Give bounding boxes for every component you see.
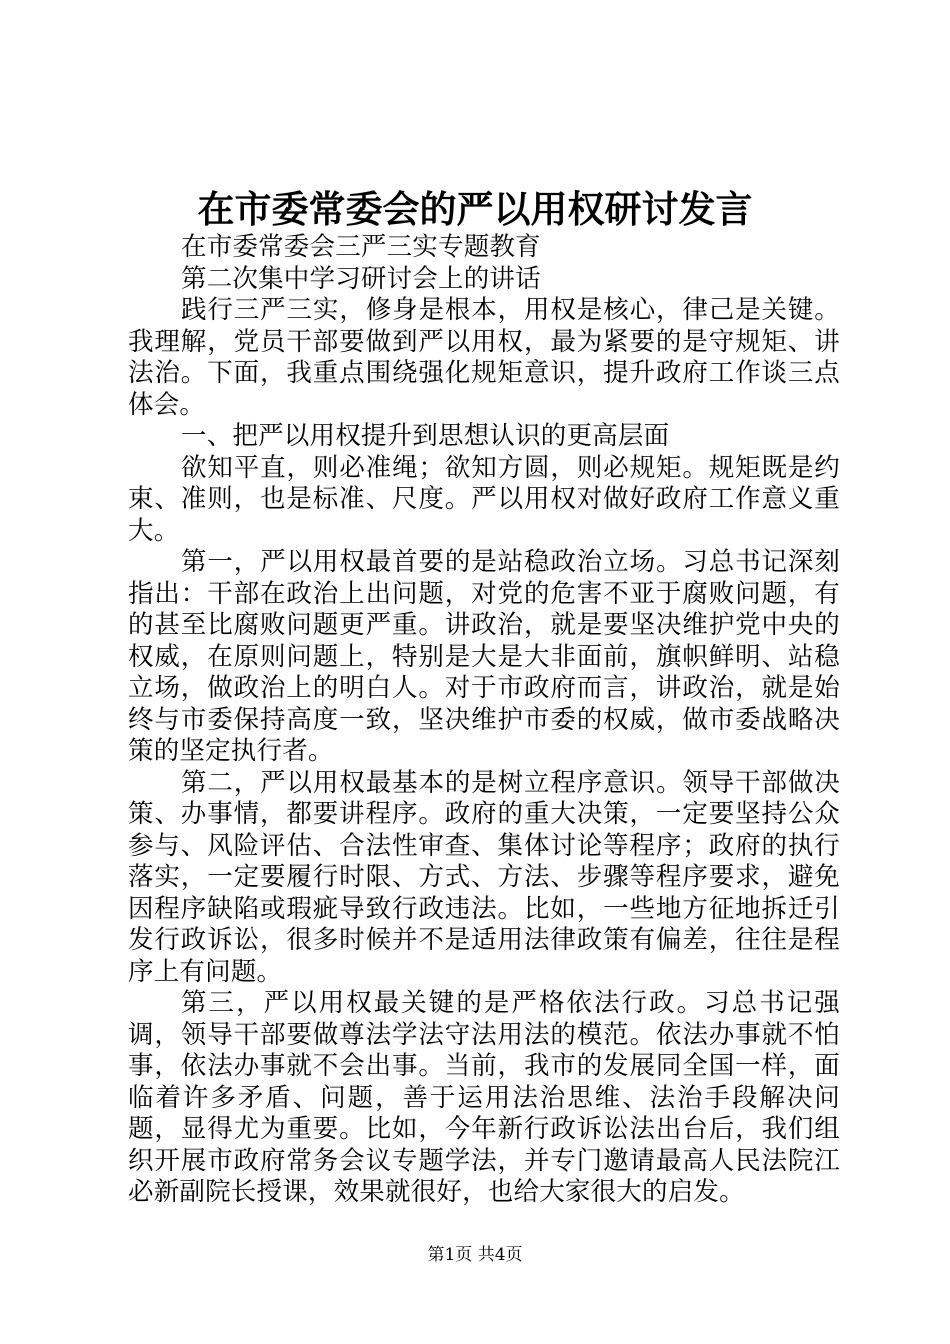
page-number-footer: 第1页 共4页 — [427, 1245, 523, 1265]
subtitle-line-1: 在市委常委会三严三实专题教育 — [181, 232, 541, 262]
point-three-paragraph: 第三，严以用权最关键的是严格依法行政。习总书记强调，领导干部要做尊法学法守法用法的模范。依法办事就不怕事，依法办事就不会出事。当前，我市的发展同全国一样，面临着许多矛盾、问题，善于运用法治思维、法治手段解决问题，显得尤为重要。比如，今年新行政诉讼法出台后，我们组织开展市政府常务会议专题学法，并专门邀请最高人民法院江必新副院长授课，效果就很好，也给大家很大的启发。 — [128, 988, 840, 1207]
point-one-paragraph: 第一，严以用权最首要的是站稳政治立场。习总书记深刻指出：干部在政治上出问题，对党的危害不亚于腐败问题，有的甚至比腐败问题更严重。讲政治，就是要坚决维护党中央的权威，在原则问题上，特别是大是大非面前，旗帜鲜明、站稳立场，做政治上的明白人。对于市政府而言，讲政治，就是始终与市委保持高度一致，坚决维护市委的权威，做市委战略决策的坚定执行者。 — [128, 547, 840, 766]
section-heading: 一、把严以用权提升到思想认识的更高层面 — [181, 421, 670, 451]
point-two-paragraph: 第二，严以用权最基本的是树立程序意识。领导干部做决策、办事情，都要讲程序。政府的重大决策，一定要坚持公众参与、风险评估、合法性审查、集体讨论等程序；政府的执行落实，一定要履行时限、方式、方法、步骤等程序要求，避免因程序缺陷或瑕疵导致行政违法。比如，一些地方征地拆迁引发行政诉讼，很多时候并不是适用法律政策有偏差，往往是程序上有问题。 — [128, 767, 840, 987]
intro-paragraph: 践行三严三实，修身是根本，用权是核心，律己是关键。我理解，党员干部要做到严以用权，最为紧要的是守规矩、讲法治。下面，我重点围绕强化规矩意识，提升政府工作谈三点体会。 — [128, 295, 840, 420]
document-body — [128, 232, 840, 1209]
body-paragraph: 欲知平直，则必准绳；欲知方圆，则必规矩。规矩既是约束、准则，也是标准、尺度。严以用权对做好政府工作意义重大。 — [128, 452, 840, 546]
document-title: 在市委常委会的严以用权研讨发言 — [197, 187, 753, 231]
subtitle-line-2: 第二次集中学习研讨会上的讲话 — [181, 263, 541, 294]
